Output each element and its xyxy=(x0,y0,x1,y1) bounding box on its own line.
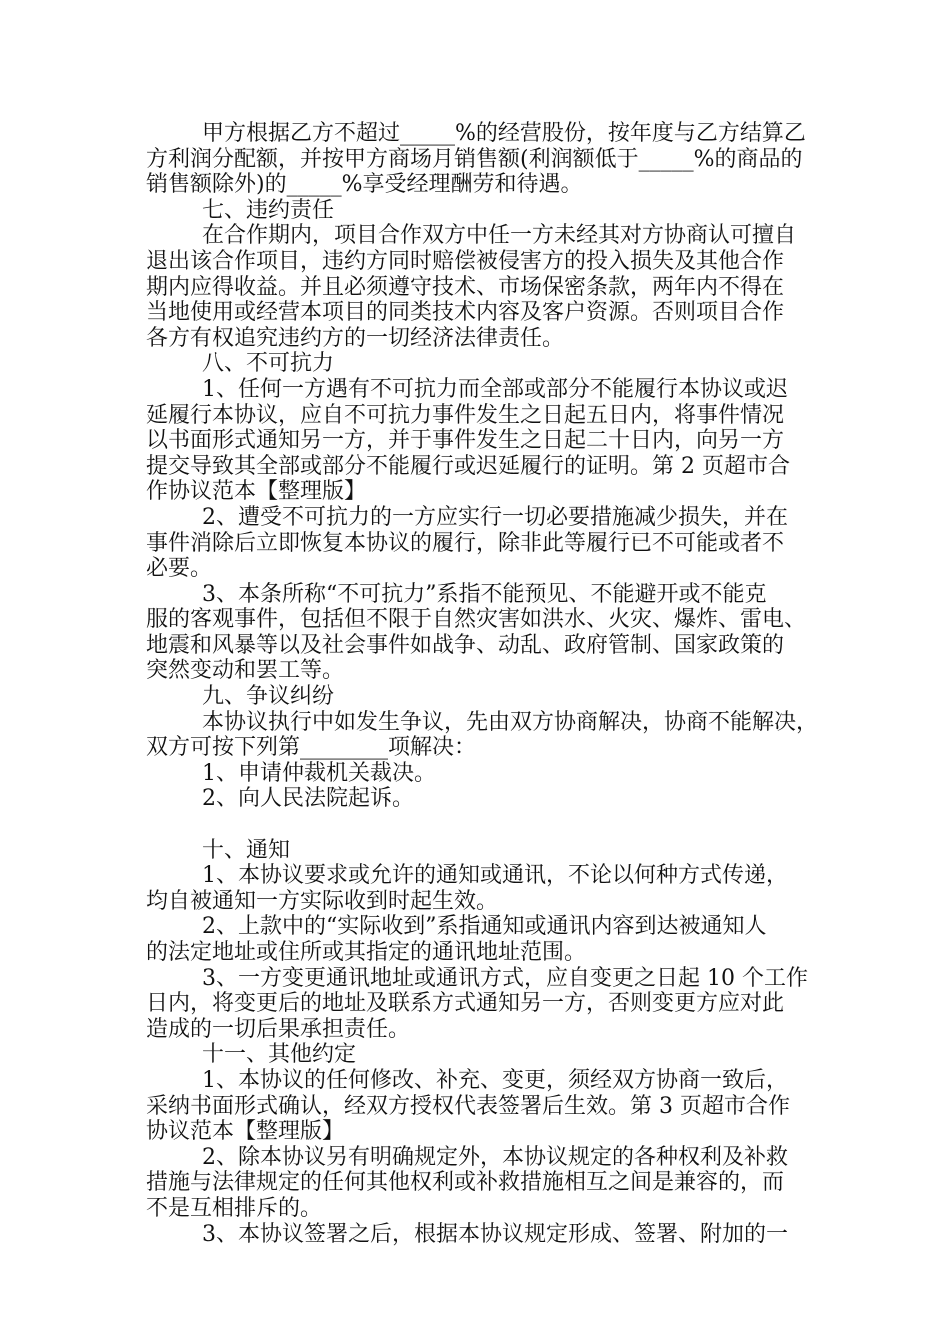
text-line: 双方可按下列第________项解决： xyxy=(146,735,477,761)
text-line: 2、遭受不可抗力的一方应实行一切必要措施减少损失，并在 xyxy=(202,504,788,530)
text-line: 的法定地址或住所或其指定的通讯地址范围。 xyxy=(146,940,587,965)
text-line: 突然变动和罢工等。 xyxy=(146,658,345,684)
text-line: 1、本协议要求或允许的通知或通讯，不论以何种方式传递， xyxy=(202,863,788,889)
text-line: 2、上款中的“实际收到”系指通知或通讯内容到达被通知人 xyxy=(202,914,767,940)
text-line: 造成的一切后果承担责任。 xyxy=(146,1016,411,1042)
blank-line xyxy=(146,812,810,838)
text-line: 1、任何一方遇有不可抗力而全部或部分不能履行本协议或迟 xyxy=(202,376,788,402)
text-line: 地震和风暴等以及社会事件如战争、动乱、政府管制、国家政策的 xyxy=(146,632,785,658)
text-line: 甲方根据乙方不超过_____%的经营股份，按年度与乙方结算乙 xyxy=(202,121,806,146)
text-line: 日内，将变更后的地址及联系方式通知另一方，否则变更方应对此 xyxy=(146,991,785,1017)
text-line: 事件消除后立即恢复本协议的履行，除非此等履行已不可能或者不 xyxy=(146,530,785,556)
text-line: 当地使用或经营本项目的同类技术内容及客户资源。否则项目合作 xyxy=(146,300,785,326)
text-line: 延履行本协议，应自不可抗力事件发生之日起五日内，将事件情况 xyxy=(146,402,785,428)
text-line: 2、除本协议另有明确规定外，本协议规定的各种权利及补救 xyxy=(202,1144,788,1170)
text-line: 措施与法律规定的任何其他权利或补救措施相互之间是兼容的，而 xyxy=(146,1170,785,1196)
text-line: 退出该合作项目，违约方同时赔偿被侵害方的投入损失及其他合作 xyxy=(146,248,785,274)
text-line: 3、本协议签署之后，根据本协议规定形成、签署、附加的一 xyxy=(202,1221,788,1247)
text-line: 期内应得收益。并且必须遵守技术、市场保密条款，两年内不得在 xyxy=(146,274,785,300)
text-line: 必要。 xyxy=(146,556,213,582)
text-line: 提交导致其全部或部分不能履行或迟延履行的证明。第 2 页超市合 xyxy=(146,453,790,479)
text-line: 十、通知 xyxy=(202,837,291,863)
text-line: 采纳书面形式确认，经双方授权代表签署后生效。第 3 页超市合作 xyxy=(146,1093,790,1119)
text-line: 各方有权追究违约方的一切经济法律责任。 xyxy=(146,325,565,351)
text-line: 1、申请仲裁机关裁决。 xyxy=(202,760,436,786)
text-line: 作协议范本【整理版】 xyxy=(146,479,367,505)
text-line: 在合作期内，项目合作双方中任一方未经其对方协商认可擅自 xyxy=(202,223,797,249)
text-line: 2、向人民法院起诉。 xyxy=(202,786,414,812)
text-line: 均自被通知一方实际收到时起生效。 xyxy=(146,888,499,914)
text-line: 以书面形式通知另一方，并于事件发生之日起二十日内，向另一方 xyxy=(146,428,785,454)
text-line: 3、一方变更通讯地址或通讯方式，应自变更之日起 10 个工作 xyxy=(202,965,808,991)
text-line: 销售额除外)的_____%享受经理酬劳和待遇。 xyxy=(146,172,583,198)
text-line: 八、不可抗力 xyxy=(202,351,335,377)
text-line: 服的客观事件，包括但不限于自然灾害如洪水、火灾、爆炸、雷电、 xyxy=(146,607,807,633)
text-line: 协议范本【整理版】 xyxy=(146,1119,345,1145)
text-line: 九、争议纠纷 xyxy=(202,684,335,710)
text-line: 七、违约责任 xyxy=(202,197,335,223)
text-line: 方利润分配额，并按甲方商场月销售额(利润额低于_____%的商品的 xyxy=(146,146,803,172)
text-line: 1、本协议的任何修改、补充、变更，须经双方协商一致后， xyxy=(202,1067,788,1093)
text-line: 本协议执行中如发生争议，先由双方协商解决，协商不能解决， xyxy=(202,709,819,735)
text-line: 不是互相排斥的。 xyxy=(146,1195,323,1221)
text-line: 十一、其他约定 xyxy=(202,1042,357,1068)
text-line: 3、本条所称“不可抗力”系指不能预见、不能避开或不能克 xyxy=(202,581,767,607)
document-body xyxy=(146,121,819,1247)
